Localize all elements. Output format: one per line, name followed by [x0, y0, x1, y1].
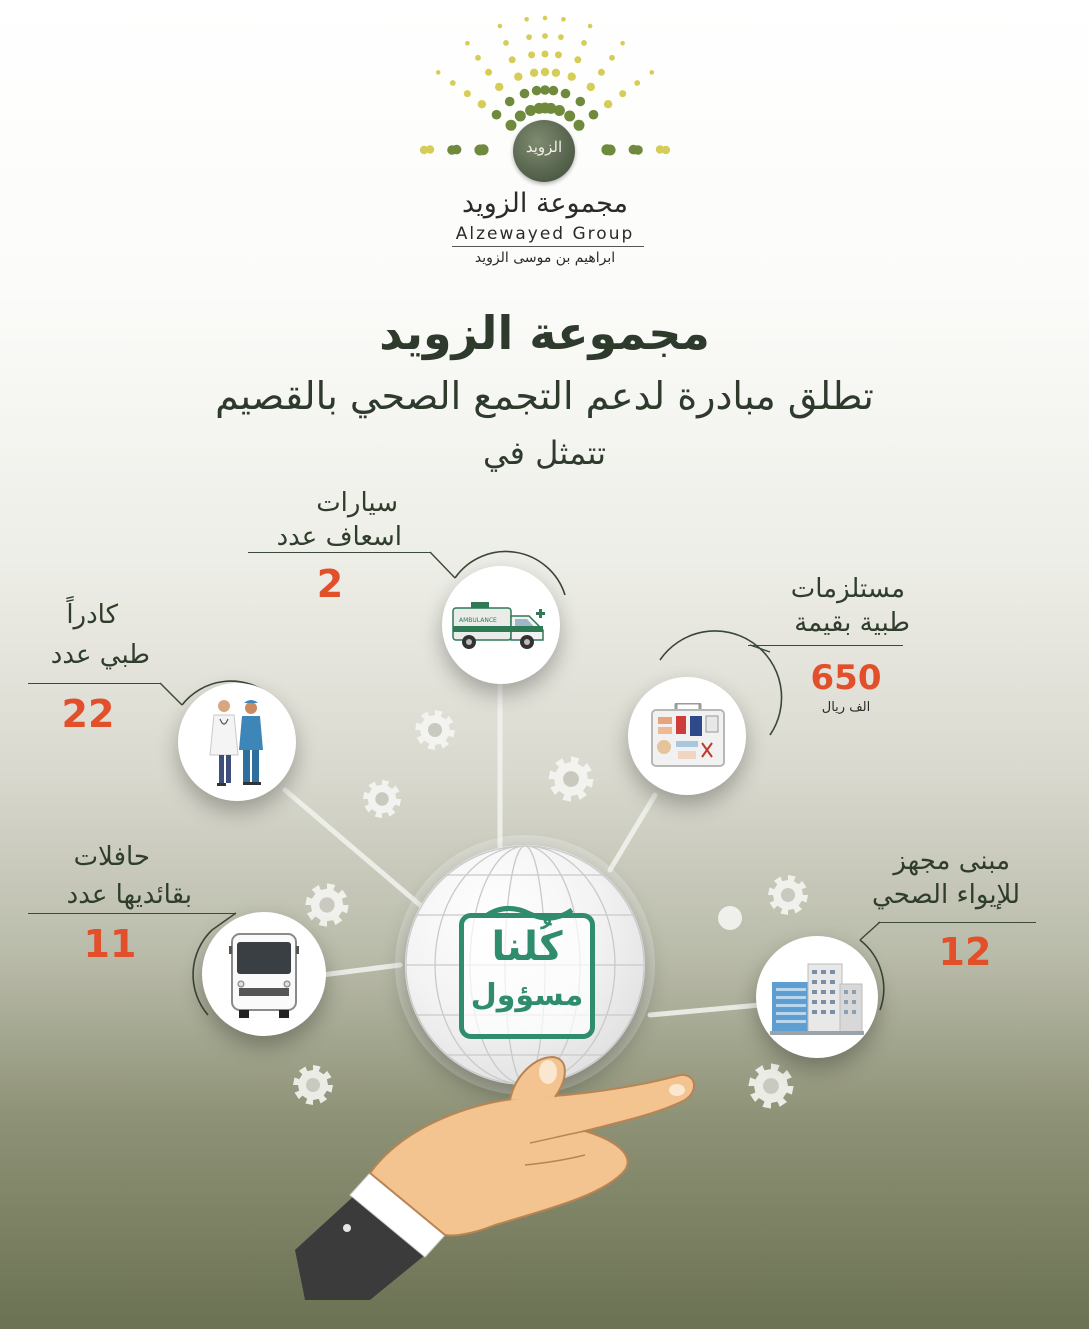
- building-line2: للإيواء الصحي: [872, 880, 1020, 910]
- buses-value: 11: [83, 922, 137, 966]
- logo-name-ar: مجموعة الزويد: [462, 188, 628, 219]
- medical-kit-icon: [650, 703, 726, 769]
- campaign-line1: كُلنا: [491, 924, 563, 970]
- medical-staff-line1: كادراً: [66, 600, 118, 630]
- ambulances-underline: [248, 552, 430, 553]
- medical-staff-icon: [202, 697, 272, 789]
- ambulance-icon: [451, 598, 551, 652]
- gear-icon: [412, 707, 458, 753]
- buses-line1: حافلات: [73, 842, 150, 872]
- building-line1: مبنى مجهز: [893, 846, 1010, 876]
- medical-staff-value: 22: [61, 692, 115, 736]
- building-value: 12: [938, 930, 992, 974]
- campaign-logo: [459, 913, 595, 1039]
- building-circle: [756, 936, 878, 1058]
- hand-icon: [285, 1045, 705, 1300]
- logo-monogram: الزويد: [525, 138, 563, 156]
- gear-icon: [545, 753, 597, 805]
- buses-line2: بقائديها عدد: [66, 880, 192, 910]
- campaign-wave-icon: [484, 902, 574, 924]
- supplies-circle: [628, 677, 746, 795]
- gear-icon: [745, 1060, 797, 1112]
- logo-founder: ابراهيم بن موسى الزويد: [474, 250, 616, 266]
- building-icon: [770, 958, 864, 1036]
- medical-staff-line2: طبي عدد: [50, 640, 150, 670]
- ambulances-line1: سيارات: [316, 488, 398, 518]
- ambulances-value: 2: [316, 562, 344, 606]
- ambulance-circle: [442, 566, 560, 684]
- buses-underline: [28, 913, 236, 914]
- supplies-line1: مستلزمات: [790, 574, 905, 604]
- medical-staff-underline: [28, 683, 160, 684]
- gear-icon: [360, 777, 404, 821]
- bus-icon: [229, 932, 299, 1020]
- campaign-line2: مسؤول: [470, 978, 584, 1013]
- gear-icon: [302, 880, 352, 930]
- medical-staff-circle: [178, 683, 296, 801]
- supplies-unit: الف ريال: [821, 700, 871, 715]
- supplies-underline: [748, 645, 903, 646]
- page-subtitle: تطلق مبادرة لدعم التجمع الصحي بالقصيم: [215, 374, 874, 418]
- bus-circle: [202, 912, 326, 1036]
- logo-name-en: Alzewayed Group: [455, 224, 635, 244]
- supplies-line2: طبية بقيمة: [794, 608, 910, 638]
- page-title: مجموعة الزويد: [379, 306, 710, 360]
- ambulances-line2: اسعاف عدد: [276, 522, 402, 552]
- building-underline: [878, 922, 1036, 923]
- supplies-value: 650: [810, 658, 882, 698]
- page-intro: تتمثل في: [482, 434, 607, 472]
- gear-icon: [765, 872, 811, 918]
- svg-text:AMBULANCE: AMBULANCE: [459, 617, 497, 624]
